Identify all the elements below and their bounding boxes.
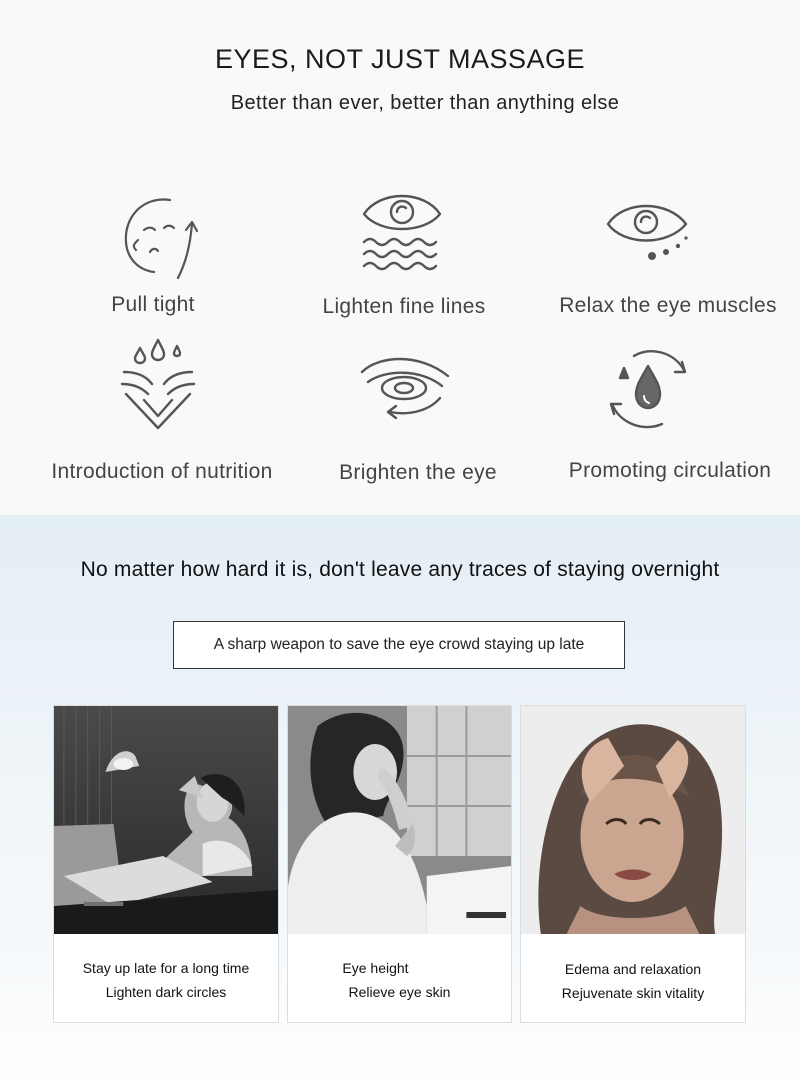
card-edema bbox=[520, 705, 746, 1023]
card-2-line-2: Relieve eye skin bbox=[348, 984, 451, 1000]
feature-label-nutrition: Introduction of nutrition bbox=[51, 460, 273, 483]
feature-label-brighten: Brighten the eye bbox=[339, 461, 497, 484]
photo-woman-laptop bbox=[54, 706, 278, 934]
face-lift-icon bbox=[112, 190, 212, 290]
page-subtitle: Better than ever, better than anything else bbox=[230, 92, 620, 114]
feature-label-lighten-fine-lines: Lighten fine lines bbox=[322, 295, 486, 318]
feature-label-circulation: Promoting circulation bbox=[568, 459, 772, 482]
feature-label-relax-eye-muscles: Relax the eye muscles bbox=[559, 294, 777, 317]
card-eye-height bbox=[287, 705, 512, 1023]
card-3-line-2: Rejuvenate skin vitality bbox=[561, 985, 705, 1001]
eye-waves-icon bbox=[352, 182, 452, 282]
banner-box: A sharp weapon to save the eye crowd staying up late bbox=[173, 621, 625, 669]
card-2-line-1: Eye height bbox=[342, 960, 409, 976]
photo-woman-headache bbox=[521, 706, 745, 934]
card-3-line-1: Edema and relaxation bbox=[564, 961, 702, 977]
circulation-drop-icon bbox=[598, 338, 698, 438]
feature-label-pull-tight: Pull tight bbox=[111, 293, 195, 316]
page-title: EYES, NOT JUST MASSAGE bbox=[214, 44, 586, 74]
card-1-line-2: Lighten dark circles bbox=[105, 984, 227, 1000]
photo-woman-pinching-nose bbox=[288, 706, 511, 934]
eye-arrow-icon bbox=[356, 342, 456, 442]
nutrition-drops-icon bbox=[108, 336, 208, 436]
eye-dots-icon bbox=[596, 190, 696, 290]
tagline: No matter how hard it is, don't leave any traces of staying overnight bbox=[80, 558, 720, 581]
card-late-night bbox=[53, 705, 279, 1023]
card-1-line-1: Stay up late for a long time bbox=[82, 960, 250, 976]
